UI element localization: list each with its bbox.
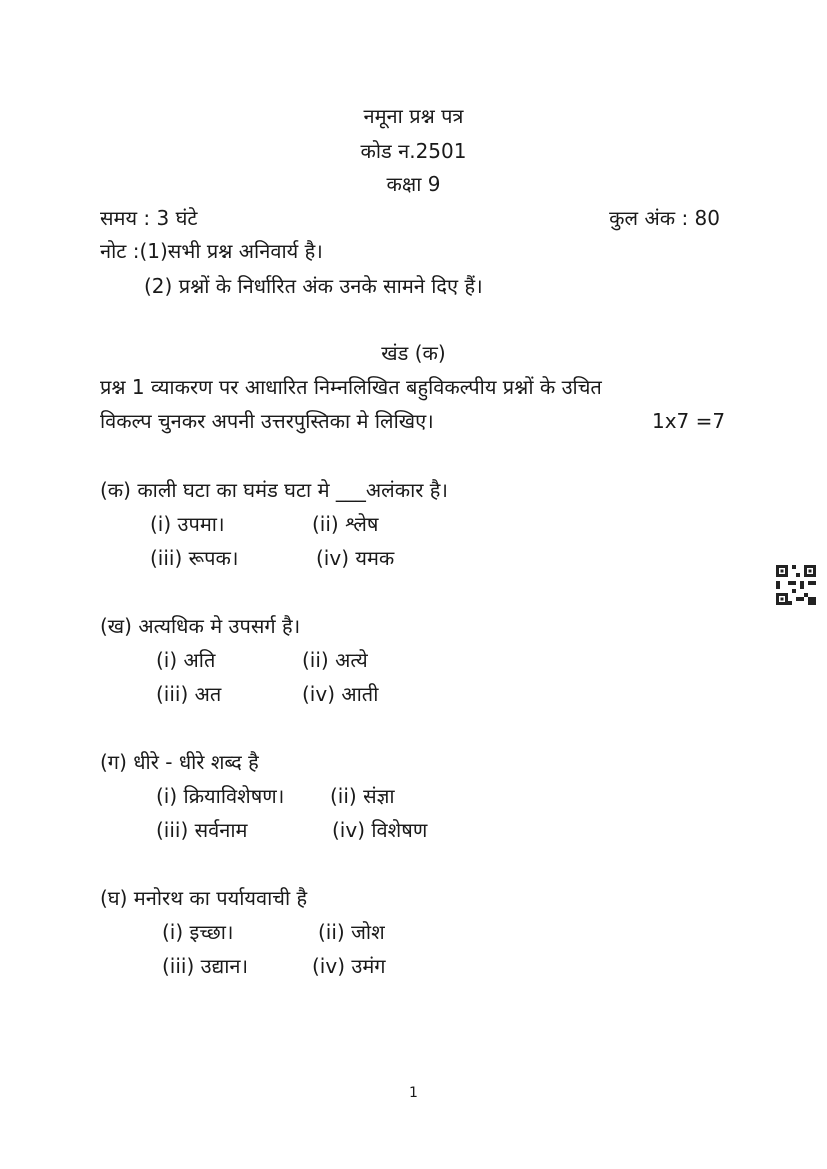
question-1-marks: 1x7 =7: [652, 409, 726, 433]
option-iii: (iii) उद्यान।: [162, 954, 249, 978]
question-stem: (ख) अत्यधिक मे उपसर्ग है।: [100, 614, 301, 638]
option-iv: (iv) उमंग: [312, 954, 386, 978]
note-2: (2) प्रश्नों के निर्धारित अंक उनके सामने दिए हैं।: [144, 274, 483, 298]
paper-code: कोड न.2501: [360, 139, 467, 163]
option-iv: (iv) आती: [302, 682, 379, 706]
option-iii: (iii) अत: [156, 682, 222, 706]
question-1-line-2: विकल्प चुनकर अपनी उत्तरपुस्तिका मे लिखिए।: [100, 409, 434, 433]
option-ii: (ii) अत्ये: [302, 648, 368, 672]
option-i: (i) क्रियाविशेषण।: [156, 784, 285, 808]
question-stem: (क) काली घटा का घमंड घटा मे ___अलंकार है।: [100, 478, 449, 502]
page-number: 1: [409, 1085, 418, 1101]
qr-code-icon: [776, 565, 816, 605]
section-heading: खंड (क): [381, 341, 446, 365]
option-ii: (ii) श्लेष: [312, 512, 379, 536]
paper-title: नमूना प्रश्न पत्र: [363, 104, 464, 128]
option-ii: (ii) संज्ञा: [330, 784, 395, 808]
option-i: (i) इच्छा।: [162, 920, 234, 944]
question-stem: (ग) धीरे - धीरे शब्द है: [100, 750, 259, 774]
question-stem: (घ) मनोरथ का पर्यायवाची है: [100, 886, 308, 910]
option-iv: (iv) विशेषण: [332, 818, 428, 842]
option-iv: (iv) यमक: [316, 546, 395, 570]
time-label: समय : 3 घंटे: [100, 206, 198, 230]
question-1-line-1: प्रश्न 1 व्याकरण पर आधारित निम्नलिखित बहुविकल्पीय प्रश्नों के उचित: [100, 375, 602, 399]
note-1: नोट :(1)सभी प्रश्न अनिवार्य है।: [100, 239, 323, 263]
option-ii: (ii) जोश: [318, 920, 385, 944]
option-i: (i) अति: [156, 648, 216, 672]
paper-class: कक्षा 9: [386, 172, 441, 196]
option-iii: (iii) सर्वनाम: [156, 818, 248, 842]
option-i: (i) उपमा।: [150, 512, 225, 536]
total-marks-label: कुल अंक : 80: [609, 206, 720, 230]
option-iii: (iii) रूपक।: [150, 546, 239, 570]
